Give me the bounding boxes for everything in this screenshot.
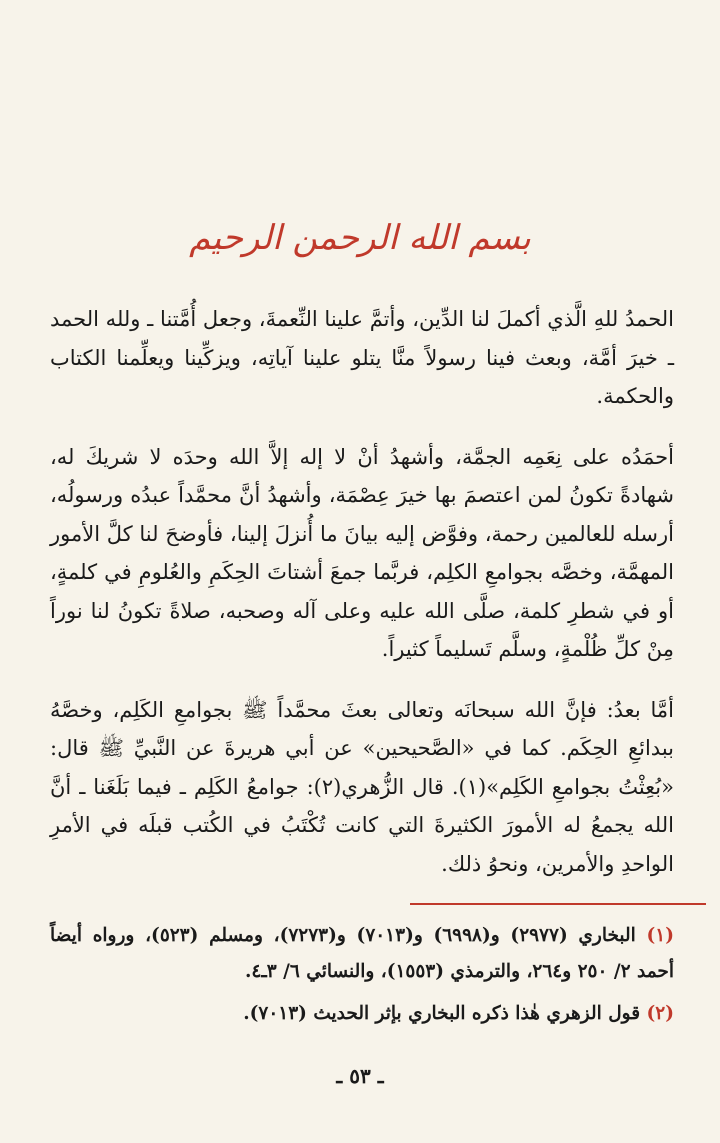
footnote-text-1: البخاري (٢٩٧٧) و(٦٩٩٨) و(٧٠١٣) و(٧٢٧٣)، ومسلم (٥٢٣)، ورواه أيضاً أحمد ٢/ ٢٥٠ و٢٦٤، والترمذي (١٥٥٣)، والنسائي ٦/ ٣ـ٤.: [50, 925, 674, 982]
basmala-heading: بسم الله الرحمن الرحيم: [189, 218, 531, 258]
footnote-1: [50, 918, 674, 990]
paragraph-1: الحمدُ للهِ الَّذي أكملَ لنا الدِّين، وأتمَّ علينا النِّعمةَ، وجعل أُمَّتنا ـ ولله الحمد ـ خيرَ أمَّة، وبعث فينا رسولاً منَّا يتلو علينا آياتِه، ويزكِّينا ويعلِّمنا الكتاب والحكمة.: [50, 307, 674, 408]
footnote-marker-1: (١): [646, 925, 674, 946]
paragraph-2: أحمَدُه على نِعَمِه الجمَّة، وأشهدُ أنْ لا إله إلاَّ الله وحدَه لا شريكَ له، شهادةً تكونُ لمن اعتصمَ بها خيرَ عِصْمَة، وأشهدُ أنَّ محمَّداً عبدُه ورسولُه، أرسله للعالمين رحمة، وفوَّض إليه بيانَ ما أُنزلَ إلينا، فأوضحَ لنا كلَّ الأمور المهمَّة، وخصَّه بجوامعِ الكلِم، فربَّما جمعَ أشتاتَ الحِكَمِ والعُلومِ في كلمةٍ، أو في شطرِ كلمة، صلَّى الله عليه وعلى آله وصحبه، صلاةً تكونُ لنا نوراً مِنْ كلِّ ظُلْمةٍ، وسلَّم تَسليماً كثيراً.: [50, 444, 674, 661]
main-text: [50, 300, 674, 905]
footnote-text-2: قول الزهري هٰذا ذكره البخاري بإثر الحديث (٧٠١٣).: [243, 1003, 641, 1024]
footnote-marker-2: (٢): [646, 1003, 674, 1024]
footnote-divider: [410, 903, 706, 905]
paragraph-3: أمَّا بعدُ: فإنَّ الله سبحانَه وتعالى بعثَ محمَّداً ﷺ بجوامعِ الكَلِم، وخصَّهُ ببدائعِ الحِكَم. كما في «الصَّحيحين» عن أبي هريرةَ عن النَّبيِّ ﷺ قال: «بُعِثْتُ بجوامعِ الكَلِم»(١). قال الزُّهري(٢): جوامعُ الكَلِم ـ فيما بَلَغَنا ـ أنَّ الله يجمعُ له الأمورَ الكثيرةَ التي كانت تُكْتَبُ في الكُتب قبلَه في الأمرِ الواحدِ والأمرين، ونحوُ ذلك.: [50, 697, 674, 876]
footnotes: [50, 918, 674, 1038]
footnote-2: [50, 996, 674, 1032]
page-number: ـ ٥٣ ـ: [336, 1064, 384, 1088]
